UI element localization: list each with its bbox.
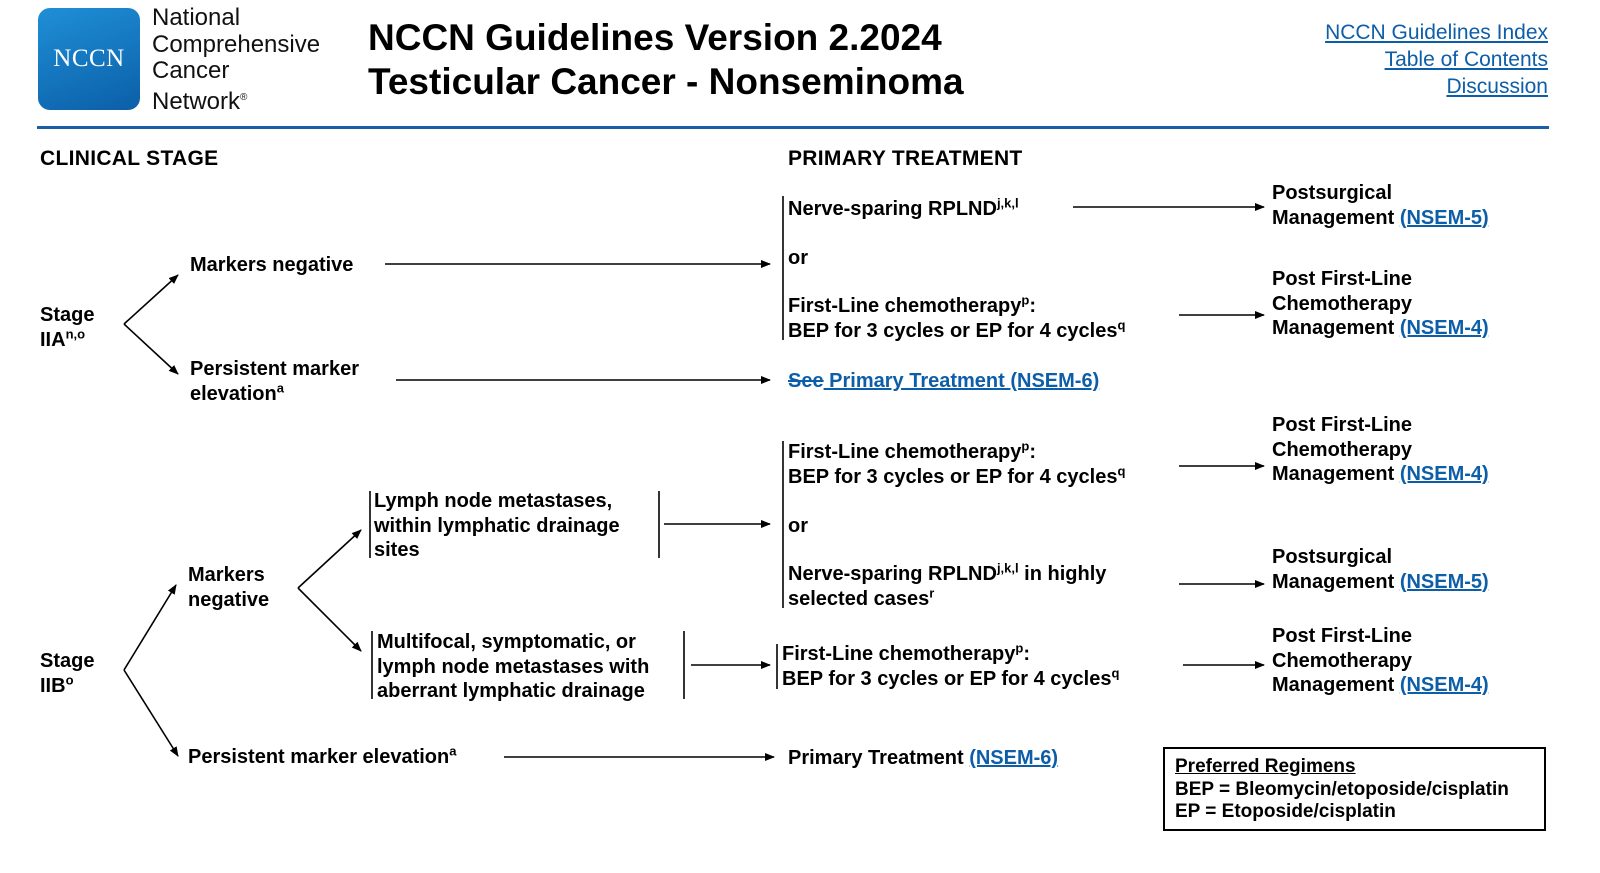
stage-iib-label: Stage IIB$^o$ [40, 650, 95, 697]
preferred-regimens-box [1163, 747, 1546, 831]
nsem-4-link[interactable]: (NSEM-4) [1399, 317, 1489, 339]
iib-or: or [788, 515, 808, 537]
arrow-iib-multifocal [298, 588, 361, 651]
clinical-stage-header: CLINICAL STAGE [40, 147, 219, 170]
arrow-iia-persistent [124, 324, 178, 374]
stage-iia-label: Stage IIA$^{n,o}$ [40, 304, 95, 351]
org-name-line: National [152, 4, 241, 31]
bep-definition: BEP = Bleomycin/etoposide/cisplatin [1175, 778, 1509, 800]
iib-postsurgical-management: Postsurgical Management (NSEM-5) [1272, 546, 1489, 593]
iia-postsurgical-management: Postsurgical Management (NSEM-5) [1272, 182, 1489, 229]
nsem-6-link[interactable]: (NSEM-6) [969, 747, 1059, 769]
iia-rplnd: Nerve-sparing RPLND$^{j,k,l}$ [788, 195, 1019, 220]
arrow-iib-markers-negative [124, 585, 176, 670]
title-line-topic: Testicular Cancer - Nonseminoma [368, 61, 964, 102]
logo-text: NCCN [53, 45, 125, 72]
iia-post-chemo-management: Post First-Line Chemotherapy Management (NSEM-4) [1272, 268, 1489, 339]
iib-markers-negative: Markers negative [188, 564, 270, 611]
nsem-5-link[interactable]: (NSEM-5) [1399, 570, 1489, 593]
nsem-5-link[interactable]: (NSEM-5) [1399, 206, 1489, 229]
arrow-iib-persistent [124, 670, 178, 756]
preferred-regimens-title: Preferred Regimens [1175, 756, 1356, 777]
iib-post-chemo-management: Post First-Line Chemotherapy Management (NSEM-4) [1272, 414, 1489, 485]
registered-mark: ® [240, 91, 248, 103]
org-name-line: Cancer [152, 57, 230, 84]
arrow-iib-ln-sites [298, 530, 361, 588]
primary-treatment-header: PRIMARY TREATMENT [788, 147, 1023, 170]
guidelines-index-link[interactable]: NCCN Guidelines Index [1325, 21, 1548, 44]
ep-definition: EP = Etoposide/cisplatin [1175, 801, 1396, 822]
arrow-iia-markers-negative [124, 275, 178, 324]
iia-markers-negative: Markers negative [190, 254, 354, 276]
iib-first-line-chemo: First-Line chemotherapy$^p$: BEP for 3 cycles or EP for 4 cycles$^q$ [788, 438, 1126, 488]
iia-persistent-elevation: Persistent marker elevation$^a$ [190, 358, 359, 405]
iib-primary-treatment: Primary Treatment (NSEM-6) [788, 747, 1059, 769]
iib-rplnd-selected: Nerve-sparing RPLND$^{j,k,l}$ in highly selected cases$^r$ [788, 560, 1107, 610]
org-name-line: Network® [152, 87, 248, 115]
iib-first-line-chemo-aberrant: First-Line chemotherapy$^p$: BEP for 3 cycles or EP for 4 cycles$^q$ [782, 640, 1120, 690]
iib-persistent-elevation: Persistent marker elevation$^a$ [188, 743, 457, 768]
iib-ln-within-drainage: Lymph node metastases, within lymphatic drainage sites [374, 490, 620, 561]
nsem-4-link[interactable]: (NSEM-4) [1399, 463, 1489, 485]
nsem-4-link[interactable]: (NSEM-4) [1399, 674, 1489, 696]
iia-see-primary-treatment-link[interactable]: See Primary Treatment (NSEM-6) [788, 370, 1100, 392]
org-name-line: Comprehensive [152, 30, 321, 58]
title-line-version: NCCN Guidelines Version 2.2024 [368, 17, 942, 58]
iib-multifocal: Multifocal, symptomatic, or lymph node metastases with aberrant lymphatic drainage [377, 631, 650, 702]
table-of-contents-link[interactable]: Table of Contents [1384, 48, 1548, 71]
iia-or: or [788, 247, 808, 269]
iib-post-chemo-management-2: Post First-Line Chemotherapy Management (NSEM-4) [1272, 625, 1489, 696]
discussion-link[interactable]: Discussion [1446, 75, 1548, 98]
iia-first-line-chemo: First-Line chemotherapy$^p$: BEP for 3 cycles or EP for 4 cycles$^q$ [788, 292, 1126, 342]
